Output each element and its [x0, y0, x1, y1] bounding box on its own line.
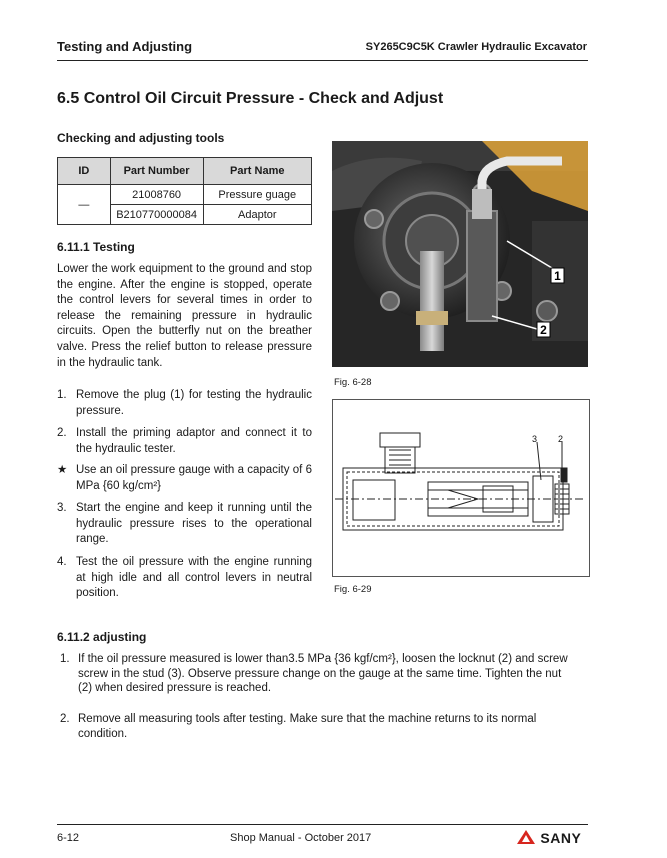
testing-step-1 [57, 388, 312, 419]
step-text: Use an oil pressure gauge with a capacity of 6 MPa {60 kg/cm²} [76, 464, 312, 492]
table-cell-part-name: Adaptor [203, 205, 311, 225]
figure-6-28-caption: Fig. 6-28 [334, 377, 372, 388]
brand-name: SANY [540, 830, 582, 846]
footer-divider [57, 824, 588, 825]
step-text: If the oil pressure measured is lower than3.5 MPa {36 kgf/cm²}, loosen the locknut (2) and screw screw in the stud (3). Observe pressure change on the gauge at the same time. Tighten the nut (2) when desired pressure is reached. [78, 653, 568, 694]
page-number: 6-12 [57, 832, 80, 844]
table-cell-part-number: 21008760 [110, 185, 203, 205]
callout-label-2: 2 [540, 323, 547, 337]
pump-photo-illustration [332, 141, 588, 367]
tools-table [57, 157, 312, 225]
step-number: 2. [60, 713, 70, 725]
table-row [58, 185, 312, 205]
table-cell-part-name: Pressure guage [203, 185, 311, 205]
step-text: Remove the plug (1) for testing the hydraulic pressure. [76, 389, 312, 417]
header-model-title: SY265C9C5K Crawler Hydraulic Excavator [365, 41, 587, 53]
column-header-id: ID [58, 158, 111, 185]
adjusting-heading: 6.11.2 adjusting [57, 630, 147, 644]
star-icon: ★ [57, 464, 68, 476]
figure-6-29-diagram [332, 399, 590, 577]
sany-logo-icon [516, 829, 536, 845]
step-number: 1. [57, 389, 67, 401]
callout-label-2: 2 [558, 434, 564, 444]
step-text: Test the oil pressure with the engine running at high idle and all control levers in neutral position. [76, 556, 312, 600]
testing-step-2 [57, 426, 312, 457]
step-number: 1. [60, 653, 70, 665]
column-header-part-name: Part Name [203, 158, 311, 185]
step-text: Start the engine and keep it running until the hydraulic pressure rises to the operational range. [76, 502, 312, 546]
page-title: 6.5 Control Oil Circuit Pressure - Check and Adjust [57, 90, 444, 107]
adjusting-step-1 [57, 652, 577, 696]
testing-note-star [57, 463, 312, 494]
step-number: 4. [57, 556, 67, 568]
table-cell-part-number: B210770000084 [110, 205, 203, 225]
testing-heading: 6.11.1 Testing [57, 240, 135, 254]
testing-intro: Lower the work equipment to the ground and stop the engine. After the engine is stopped, operate the control levers for several times in order to release the remaining pressure in hydraulic circuits. Open the butterfly nut on the breather valve. Press the relief button to release pressure in the hydraulic tank. [57, 263, 312, 369]
table-cell-id: — [58, 185, 111, 225]
step-number: 3. [57, 502, 67, 514]
tools-heading: Checking and adjusting tools [57, 131, 225, 145]
callout-label-3: 3 [532, 434, 538, 444]
step-number: 2. [57, 427, 67, 439]
adjusting-step-2 [57, 712, 577, 741]
testing-step-4 [57, 555, 312, 602]
column-header-part-number: Part Number [110, 158, 203, 185]
figure-6-29-caption: Fig. 6-29 [334, 584, 372, 595]
step-text: Remove all measuring tools after testing. Make sure that the machine returns to its normal condition. [78, 713, 537, 740]
header-section-title: Testing and Adjusting [57, 39, 193, 54]
manual-edition: Shop Manual - October 2017 [230, 832, 372, 844]
figure-6-28-photo [332, 141, 588, 367]
testing-step-3 [57, 501, 312, 548]
sany-logo [516, 829, 581, 846]
header-divider [57, 60, 588, 61]
table-header-row [58, 158, 312, 185]
step-text: Install the priming adaptor and connect it to the hydraulic tester. [76, 427, 312, 455]
callout-label-1: 1 [554, 269, 561, 283]
valve-section-drawing [333, 400, 589, 576]
